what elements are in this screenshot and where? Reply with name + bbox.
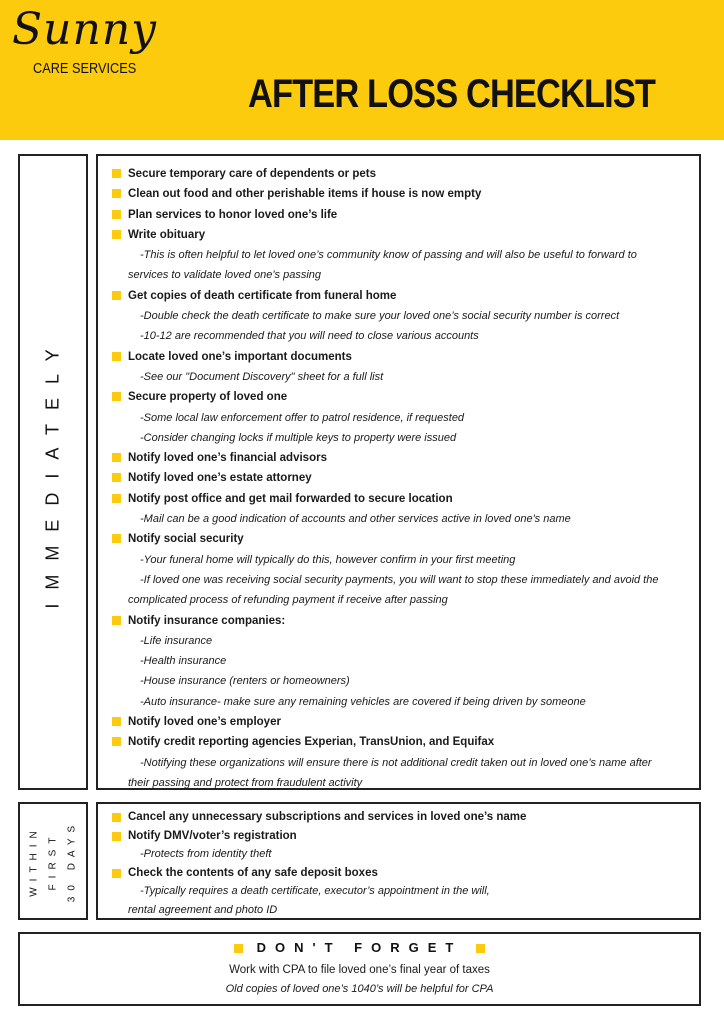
checklist-item-immediately (110, 164, 691, 184)
bullet-square-icon (112, 453, 121, 462)
checklist-text: -If loved one was receiving social security payments, you will want to stop these immediately and avoid the (140, 573, 659, 586)
checklist-text: complicated process of refunding payment if receive after passing (128, 594, 448, 607)
section-immediately-label: IMMEDIATELY (42, 335, 63, 609)
checklist-text: Notify credit reporting agencies Experian, TransUnion, and Equifax (128, 736, 495, 749)
page-title: AFTER LOSS CHECKLIST (248, 72, 656, 116)
bullet-square-icon (112, 869, 121, 878)
checklist-text: Notify DMV/voter’s registration (128, 829, 297, 842)
checklist-text: -Notifying these organizations will ensure there is not additional credit taken out in loved one’s name after (140, 756, 652, 769)
dont-forget-line-2: Old copies of loved one’s 1040’s will be helpful for CPA (225, 983, 494, 995)
checklist-text: Secure temporary care of dependents or pets (128, 168, 376, 180)
brand-logo-subtitle: CARE SERVICES (33, 60, 137, 77)
section-immediately-list (110, 164, 691, 793)
bullet-square-icon (112, 230, 121, 239)
checklist-text: Notify insurance companies: (128, 614, 286, 627)
section-immediately-label-box (18, 154, 88, 790)
checklist-text: Check the contents of any safe deposit boxes (128, 866, 378, 879)
checklist-item-immediately (110, 732, 691, 752)
checklist-item-immediately (110, 347, 691, 367)
checklist-text: -Auto insurance- make sure any remaining vehicles are covered if being driven by someone (140, 695, 586, 708)
checklist-item-immediately (110, 468, 691, 488)
checklist-text: -10-12 are recommended that you will need to close various accounts (140, 330, 479, 343)
header-banner (0, 0, 724, 140)
checklist-item-immediately (110, 225, 691, 245)
checklist-text: -House insurance (renters or homeowners) (140, 675, 350, 688)
checklist-text: their passing and protect from fraudulent activity (128, 776, 363, 789)
checklist-text: Notify post office and get mail forwarded to secure location (128, 492, 453, 505)
bullet-square-icon (112, 616, 121, 625)
checklist-text: -Life insurance (140, 634, 213, 647)
checklist-item-immediately (110, 286, 691, 306)
bullet-square-icon (112, 473, 121, 482)
checklist-item-30-days (110, 827, 691, 846)
section-30-days-label (25, 820, 82, 902)
checklist-item-immediately (110, 387, 691, 407)
checklist-text: Cancel any unnecessary subscriptions and services in loved one’s name (128, 811, 527, 823)
checklist-item-immediately (110, 529, 691, 549)
checklist-item-30-days (110, 864, 691, 883)
checklist-text: -This is often helpful to let loved one’s community know of passing and will also be useful to forward to (140, 249, 637, 262)
checklist-note-immediately (110, 671, 691, 691)
section-30-days-label-line: WITHIN (28, 825, 40, 897)
checklist-text: Notify loved one’s estate attorney (128, 472, 312, 485)
checklist-note-immediately (110, 408, 691, 428)
checklist-text: Locate loved one’s important documents (128, 350, 352, 363)
checklist-text: -Some local law enforcement offer to patrol residence, if requested (140, 411, 465, 424)
bullet-square-icon (112, 352, 121, 361)
checklist-text: Notify social security (128, 533, 244, 546)
section-30-days-label-line: 30 DAYS (66, 819, 78, 903)
dont-forget-line-1: Work with CPA to file loved one’s final year of taxes (229, 964, 490, 976)
checklist-note-immediately (110, 367, 691, 387)
checklist-text: Notify loved one’s financial advisors (128, 452, 327, 465)
bullet-square-icon (112, 494, 121, 503)
checklist-note-immediately (110, 326, 691, 346)
checklist-text: Get copies of death certificate from funeral home (128, 289, 397, 302)
bullet-square-icon (112, 169, 121, 178)
checklist-text: -Consider changing locks if multiple keys to property were issued (140, 431, 457, 444)
checklist-item-30-days (110, 808, 691, 827)
bullet-square-icon (112, 291, 121, 300)
checklist-note-immediately (110, 631, 691, 651)
checklist-text: Plan services to honor loved one’s life (128, 208, 338, 221)
checklist-text: -Double check the death certificate to make sure your loved one’s social security number is correct (140, 310, 620, 323)
checklist-item-immediately (110, 448, 691, 468)
checklist-text: Notify loved one’s employer (128, 716, 281, 729)
brand-logo-script: Sunny (12, 4, 158, 55)
dont-forget-box (18, 932, 701, 1006)
checklist-text: Clean out food and other perishable items if house is now empty (128, 188, 482, 201)
checklist-note-immediately (110, 265, 691, 285)
checklist-note-immediately (110, 692, 691, 712)
dont-forget-heading (20, 940, 699, 955)
bullet-square-icon (112, 392, 121, 401)
bullet-square-icon (234, 944, 243, 953)
checklist-note-immediately (110, 509, 691, 529)
checklist-item-immediately (110, 611, 691, 631)
bullet-square-icon (112, 813, 121, 822)
checklist-note-immediately (110, 550, 691, 570)
checklist-text: services to validate loved one’s passing (128, 269, 322, 282)
checklist-note-immediately (110, 651, 691, 671)
checklist-note-immediately (110, 428, 691, 448)
checklist-note-immediately (110, 590, 691, 610)
checklist-note-immediately (110, 753, 691, 773)
checklist-text: -Typically requires a death certificate, executor’s appointment in the will, (140, 885, 490, 897)
checklist-item-immediately (110, 205, 691, 225)
checklist-item-immediately (110, 184, 691, 204)
checklist-item-immediately (110, 489, 691, 509)
checklist-text: -Your funeral home will typically do this, however confirm in your first meeting (140, 553, 516, 566)
checklist-text: -See our "Document Discovery" sheet for a full list (140, 370, 384, 383)
bullet-square-icon (112, 737, 121, 746)
checklist-note-30-days (110, 845, 691, 864)
section-30-days-label-box (18, 802, 88, 920)
checklist-note-immediately (110, 570, 691, 590)
bullet-square-icon (112, 832, 121, 841)
section-30-days-label-line: FIRST (47, 831, 59, 891)
checklist-text: rental agreement and photo ID (128, 903, 278, 916)
checklist-note-immediately (110, 306, 691, 326)
checklist-note-immediately (110, 773, 691, 793)
section-30-days-list-box (96, 802, 701, 920)
checklist-text: Secure property of loved one (128, 391, 288, 404)
checklist-text: -Health insurance (140, 655, 227, 668)
bullet-square-icon (476, 944, 485, 953)
checklist-text: -Mail can be a good indication of accounts and other services active in loved one's name (140, 513, 571, 526)
bullet-square-icon (112, 534, 121, 543)
bullet-square-icon (112, 210, 121, 219)
checklist-note-30-days (110, 882, 691, 901)
checklist-item-immediately (110, 712, 691, 732)
checklist-text: Write obituary (128, 228, 206, 241)
bullet-square-icon (112, 717, 121, 726)
checklist-note-immediately (110, 245, 691, 265)
bullet-square-icon (112, 189, 121, 198)
checklist-note-30-days (110, 901, 691, 920)
checklist-text: -Protects from identity theft (140, 848, 272, 860)
section-30-days-list (110, 808, 691, 919)
section-immediately-list-box (96, 154, 701, 790)
dont-forget-title: DON'T FORGET (256, 940, 463, 955)
